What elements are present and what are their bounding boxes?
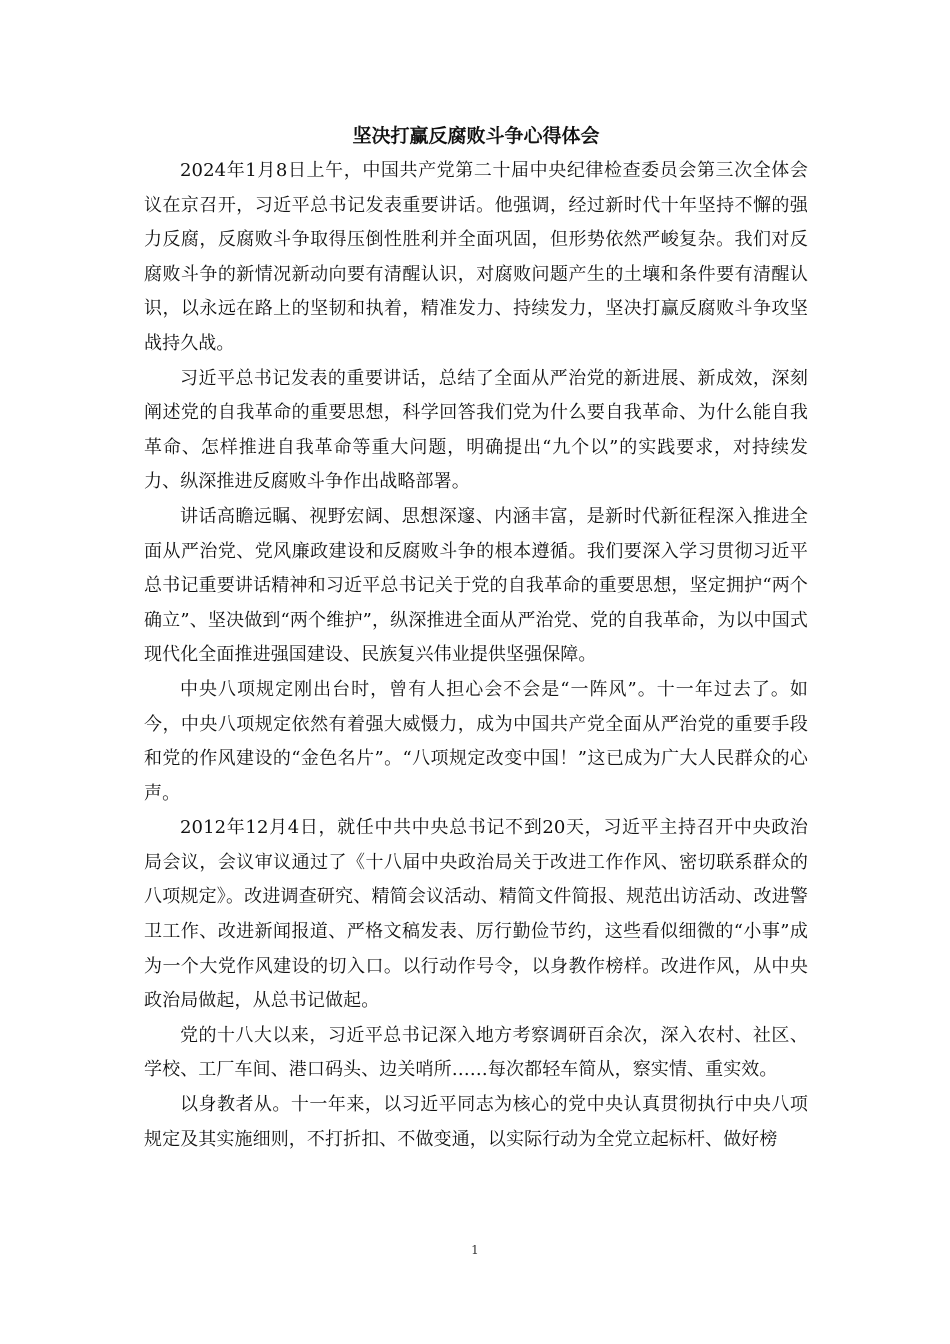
paragraph-2: 习近平总书记发表的重要讲话，总结了全面从严治党的新进展、新成效，深刻阐述党的自我革命的重要思想，科学回答我们党为什么要自我革命、为什么能自我革命、怎样推进自我革命等重大问题，明确提出“九个以”的实践要求，对持续发力、纵深推进反腐败斗争作出战略部署。 (144, 367, 808, 493)
page-number: 1 (471, 1243, 479, 1257)
document-body (144, 118, 808, 1157)
paragraph-7: 以身教者从。十一年来，以习近平同志为核心的党中央认真贯彻执行中央八项规定及其实施细则，不打折扣、不做变通，以实际行动为全党立起标杆、做好榜 (144, 1094, 808, 1150)
paragraph-3: 讲话高瞻远瞩、视野宏阔、思想深邃、内涵丰富，是新时代新征程深入推进全面从严治党、党风廉政建设和反腐败斗争的根本遵循。我们要深入学习贯彻习近平总书记重要讲话精神和习近平总书记关于党的自我革命的重要思想，坚定拥护“两个确立”、坚决做到“两个维护”，纵深推进全面从严治党、党的自我革命，为以中国式现代化全面推进强国建设、民族复兴伟业提供坚强保障。 (144, 505, 808, 666)
paragraph-5: 2012年12月4日，就任中共中央总书记不到20天，习近平主持召开中央政治局会议，会议审议通过了《十八届中央政治局关于改进工作作风、密切联系群众的八项规定》。改进调查研究、精简会议活动、精简文件简报、规范出访活动、改进警卫工作、改进新闻报道、严格文稿发表、厉行勤俭节约，这些看似细微的“小事”成为一个大党作风建设的切入口。以行动作号令，以身教作榜样。改进作风，从中央政治局做起，从总书记做起。 (144, 817, 808, 1012)
paragraph-4: 中央八项规定刚出台时，曾有人担心会不会是“一阵风”。十一年过去了。如今，中央八项规定依然有着强大威慑力，成为中国共产党全面从严治党的重要手段和党的作风建设的“金色名片”。“八项规定改变中国！”这已成为广大人民群众的心声。 (144, 678, 808, 804)
document-title: 坚决打赢反腐败斗争心得体会 (352, 125, 600, 147)
paragraph-1: 2024年1月8日上午，中国共产党第二十届中央纪律检查委员会第三次全体会议在京召开，习近平总书记发表重要讲话。他强调，经过新时代十年坚持不懈的强力反腐，反腐败斗争取得压倒性胜利并全面巩固，但形势依然严峻复杂。我们对反腐败斗争的新情况新动向要有清醒认识，对腐败问题产生的土壤和条件要有清醒认识，以永远在路上的坚韧和执着，精准发力、持续发力，坚决打赢反腐败斗争攻坚战持久战。 (144, 160, 808, 354)
paragraph-6: 党的十八大以来，习近平总书记深入地方考察调研百余次，深入农村、社区、学校、工厂车间、港口码头、边关哨所……每次都轻车简从，察实情、重实效。 (144, 1024, 808, 1081)
